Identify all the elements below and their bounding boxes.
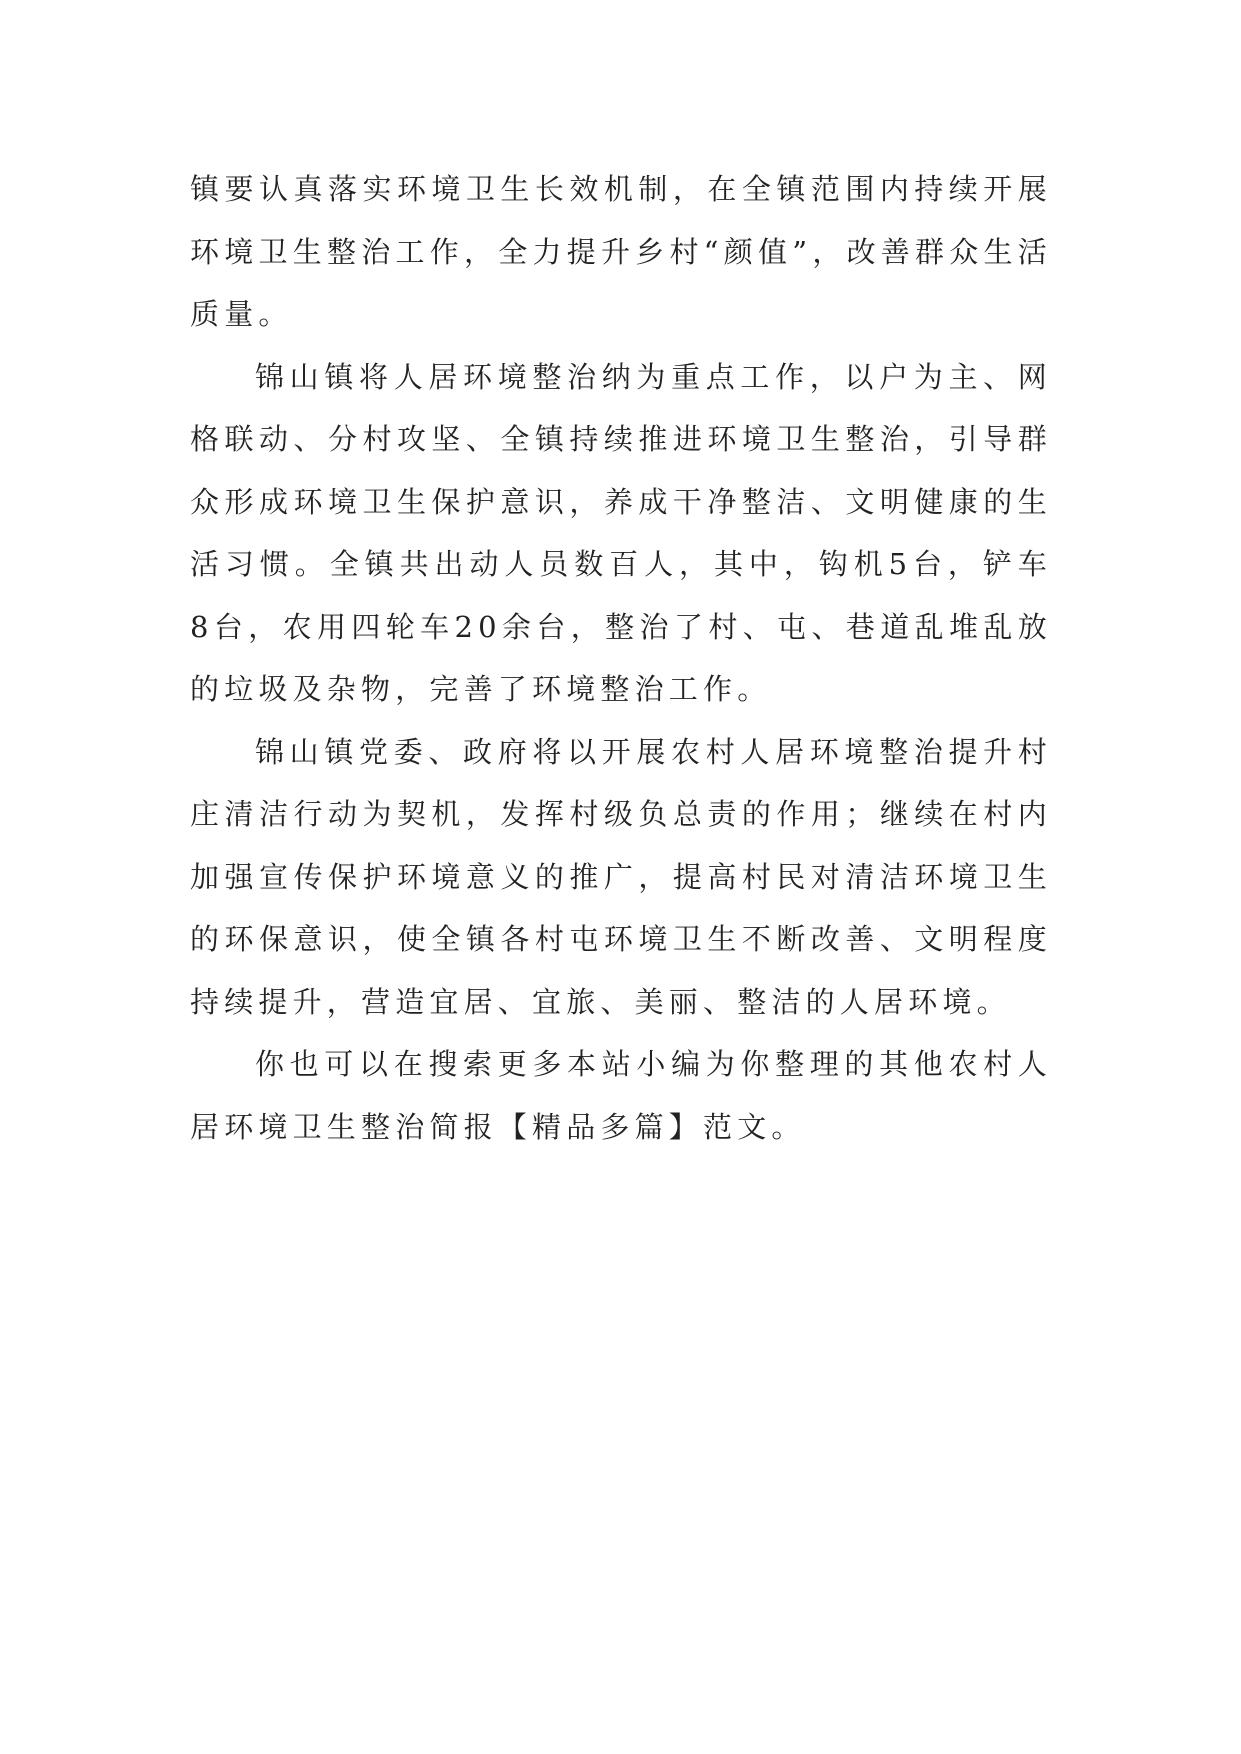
document-body xyxy=(190,158,1052,1158)
paragraph-closing-note: 你也可以在搜索更多本站小编为你整理的其他农村人居环境卫生整治简报【精品多篇】范文。 xyxy=(190,1047,1052,1144)
paragraph-party-government-plan: 锦山镇党委、政府将以开展农村人居环境整治提升村庄清洁行动为契机，发挥村级负总责的作用；继续在村内加强宣传保护环境意义的推广，提高村民对清洁环境卫生的环保意识，使全镇各村屯环境卫生不断改善、文明程度持续提升，营造宜居、宜旅、美丽、整洁的人居环境。 xyxy=(190,734,1052,1019)
paragraph-renovation-work: 锦山镇将人居环境整治纳为重点工作，以户为主、网格联动、分村攻坚、全镇持续推进环境卫生整治，引导群众形成环境卫生保护意识，养成干净整洁、文明健康的生活习惯。全镇共出动人员数百人，其中，钩机5台，铲车8台，农用四轮车20余台，整治了村、屯、巷道乱堆乱放的垃圾及杂物，完善了环境整治工作。 xyxy=(190,359,1052,706)
paragraph-continuation: 镇要认真落实环境卫生长效机制，在全镇范围内持续开展环境卫生整治工作，全力提升乡村“颜值”，改善群众生活质量。 xyxy=(190,172,1052,331)
